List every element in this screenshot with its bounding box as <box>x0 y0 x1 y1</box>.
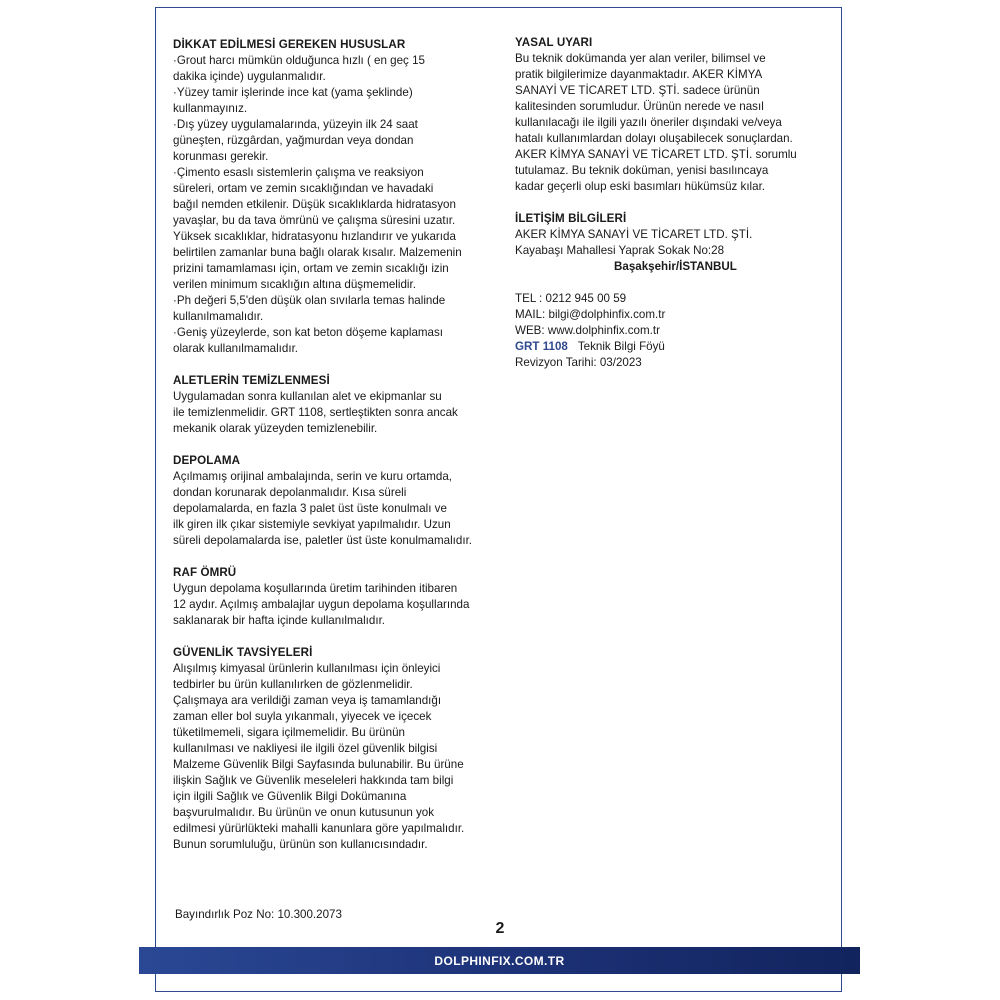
section-shelf-life <box>173 565 508 629</box>
section-heading: YASAL UYARI <box>515 36 593 49</box>
city-line: Başakşehir/İSTANBUL <box>614 260 737 273</box>
section-text: Alışılmış kimyasal ürünlerin kullanılması için önleyici tedbirler bu ürün kullanılırken de gözlenmelidir. Çalışmaya ara verildiği zaman veya iş tamamlandığı zaman eller bol suyla yıkanmalı, yiyecek ve içecek tüketilmemeli, sigara içilmemelidir. Bu ürünün kullanılması ve nakliyesi ile ilgili özel güvenlik bilgisi Malzeme Güvenlik Bilgi Sayfasında bulunabilir. Bu ürüne ilişkin Sağlık ve Güvenlik meseleleri hakkında tam bilgi için ilgili Sağlık ve Güvenlik Bilgi Dokümanına başvurulmalıdır. Bu ürünün ve onun kutusunun yok edilmesi yürürlükteki mahalli kanunlara göre yapılmalıdır. Bunun sorumluluğu, ürünün son kullanıcısındadır. <box>173 662 465 851</box>
section-heading: İLETİŞİM BİLGİLERİ <box>515 212 627 225</box>
page-number: 2 <box>495 920 505 937</box>
section-text: Uygulamadan sonra kullanılan alet ve ekipmanlar su ile temizlenmelidir. GRT 1108, sertleştikten sonra ancak mekanik olarak yüzeyden temizlenebilir. <box>173 390 458 435</box>
address-line: Kayabaşı Mahallesi Yaprak Sokak No:28 <box>515 244 725 257</box>
footer-website-link[interactable]: DOLPHINFIX.COM.TR <box>434 953 565 968</box>
phone-number: TEL : 0212 945 00 59 <box>515 292 627 305</box>
document-identifier <box>515 339 830 355</box>
website-address[interactable]: WEB: www.dolphinfix.com.tr <box>515 324 660 337</box>
revision-date: Revizyon Tarihi: 03/2023 <box>515 356 642 369</box>
section-safety <box>173 645 508 853</box>
section-contact <box>515 211 830 275</box>
poz-number: Bayındırlık Poz No: 10.300.2073 <box>175 908 342 921</box>
document-code: GRT 1108 <box>515 340 568 353</box>
company-name: AKER KİMYA SANAYİ VE TİCARET LTD. ŞTİ. <box>515 228 753 241</box>
section-contact-details <box>515 291 830 371</box>
document-type: Teknik Bilgi Föyü <box>577 340 665 353</box>
section-storage <box>173 453 508 549</box>
section-text: ·Grout harcı mümkün olduğunca hızlı ( en geç 15 dakika içinde) uygulanmalıdır. ·Yüzey tamir işlerinde ince kat (yama şeklinde) kullanmayınız. ·Dış yüzey uygulamalarında, yüzeyin ilk 24 saat güneşten, rüzgârdan, yağmurdan veya dondan korunması gerekir. ·Çimento esaslı sistemlerin çalışma ve reaksiyon süreleri, ortam ve zemin sıcaklığından ve havadaki bağıl nemden etkilenir. Düşük sıcaklıklarda hidratasyon yavaşlar, bu da tava ömrünü ve çalışma süresini uzatır. Yüksek sıcaklıklar, hidratasyonu hızlandırır ve yukarıda belirtilen zamanlar buna bağlı olarak kısalır. Malzemenin prizini tamamlaması için, ortam ve zemin sıcaklığı izin verilen minimum sıcaklığın altına düşmemelidir. ·Ph değeri 5,5'den düşük olan sıvılarla temas halinde kullanılmamalıdır. ·Geniş yüzeylerde, son kat beton döşeme kaplaması olarak kullanılmamalıdır. <box>173 54 462 355</box>
right-column <box>515 35 830 387</box>
section-text: Bu teknik dokümanda yer alan veriler, bilimsel ve pratik bilgilerimize dayanmaktadır. AKER KİMYA SANAYİ VE TİCARET LTD. ŞTİ. sadece ürünün kalitesinden sorumludur. Ürünün nerede ve nasıl kullanılacağı ile ilgili yazılı öneriler dışındaki ve/veya hatalı kullanımlardan dolayı oluşabilecek sonuçlardan. AKER KİMYA SANAYİ VE TİCARET LTD. ŞTİ. sorumlu tutulamaz. Bu teknik doküman, yenisi basılıncaya kadar geçerli olup eski basımları hükümsüz kılar. <box>515 52 797 193</box>
section-text: Açılmamış orijinal ambalajında, serin ve kuru ortamda, dondan korunarak depolanmalıdır. Kısa süreli depolamalarda, en fazla 3 palet üst üste konulmalı ve ilk giren ilk çıkar sistemiyle sevkiyat yapılmalıdır. Uzun süreli depolamalarda ise, paletler üst üste konulmamalıdır. <box>173 470 473 547</box>
section-precautions <box>173 37 508 357</box>
section-heading: DEPOLAMA <box>173 454 241 467</box>
section-text: Uygun depolama koşullarında üretim tarihinden itibaren 12 aydır. Açılmış ambalajlar uygun depolama koşullarında saklanarak bir hafta içinde kullanılmalıdır. <box>173 582 470 627</box>
section-legal-warning <box>515 35 830 195</box>
section-heading: DİKKAT EDİLMESİ GEREKEN HUSUSLAR <box>173 38 406 51</box>
section-tool-cleaning <box>173 373 508 437</box>
section-heading: ALETLERİN TEMİZLENMESİ <box>173 374 330 387</box>
left-column <box>173 37 508 869</box>
footer-band <box>139 947 860 974</box>
section-heading: RAF ÖMRÜ <box>173 566 237 579</box>
section-heading: GÜVENLİK TAVSİYELERİ <box>173 646 313 659</box>
email-address[interactable]: MAIL: bilgi@dolphinfix.com.tr <box>515 308 666 321</box>
